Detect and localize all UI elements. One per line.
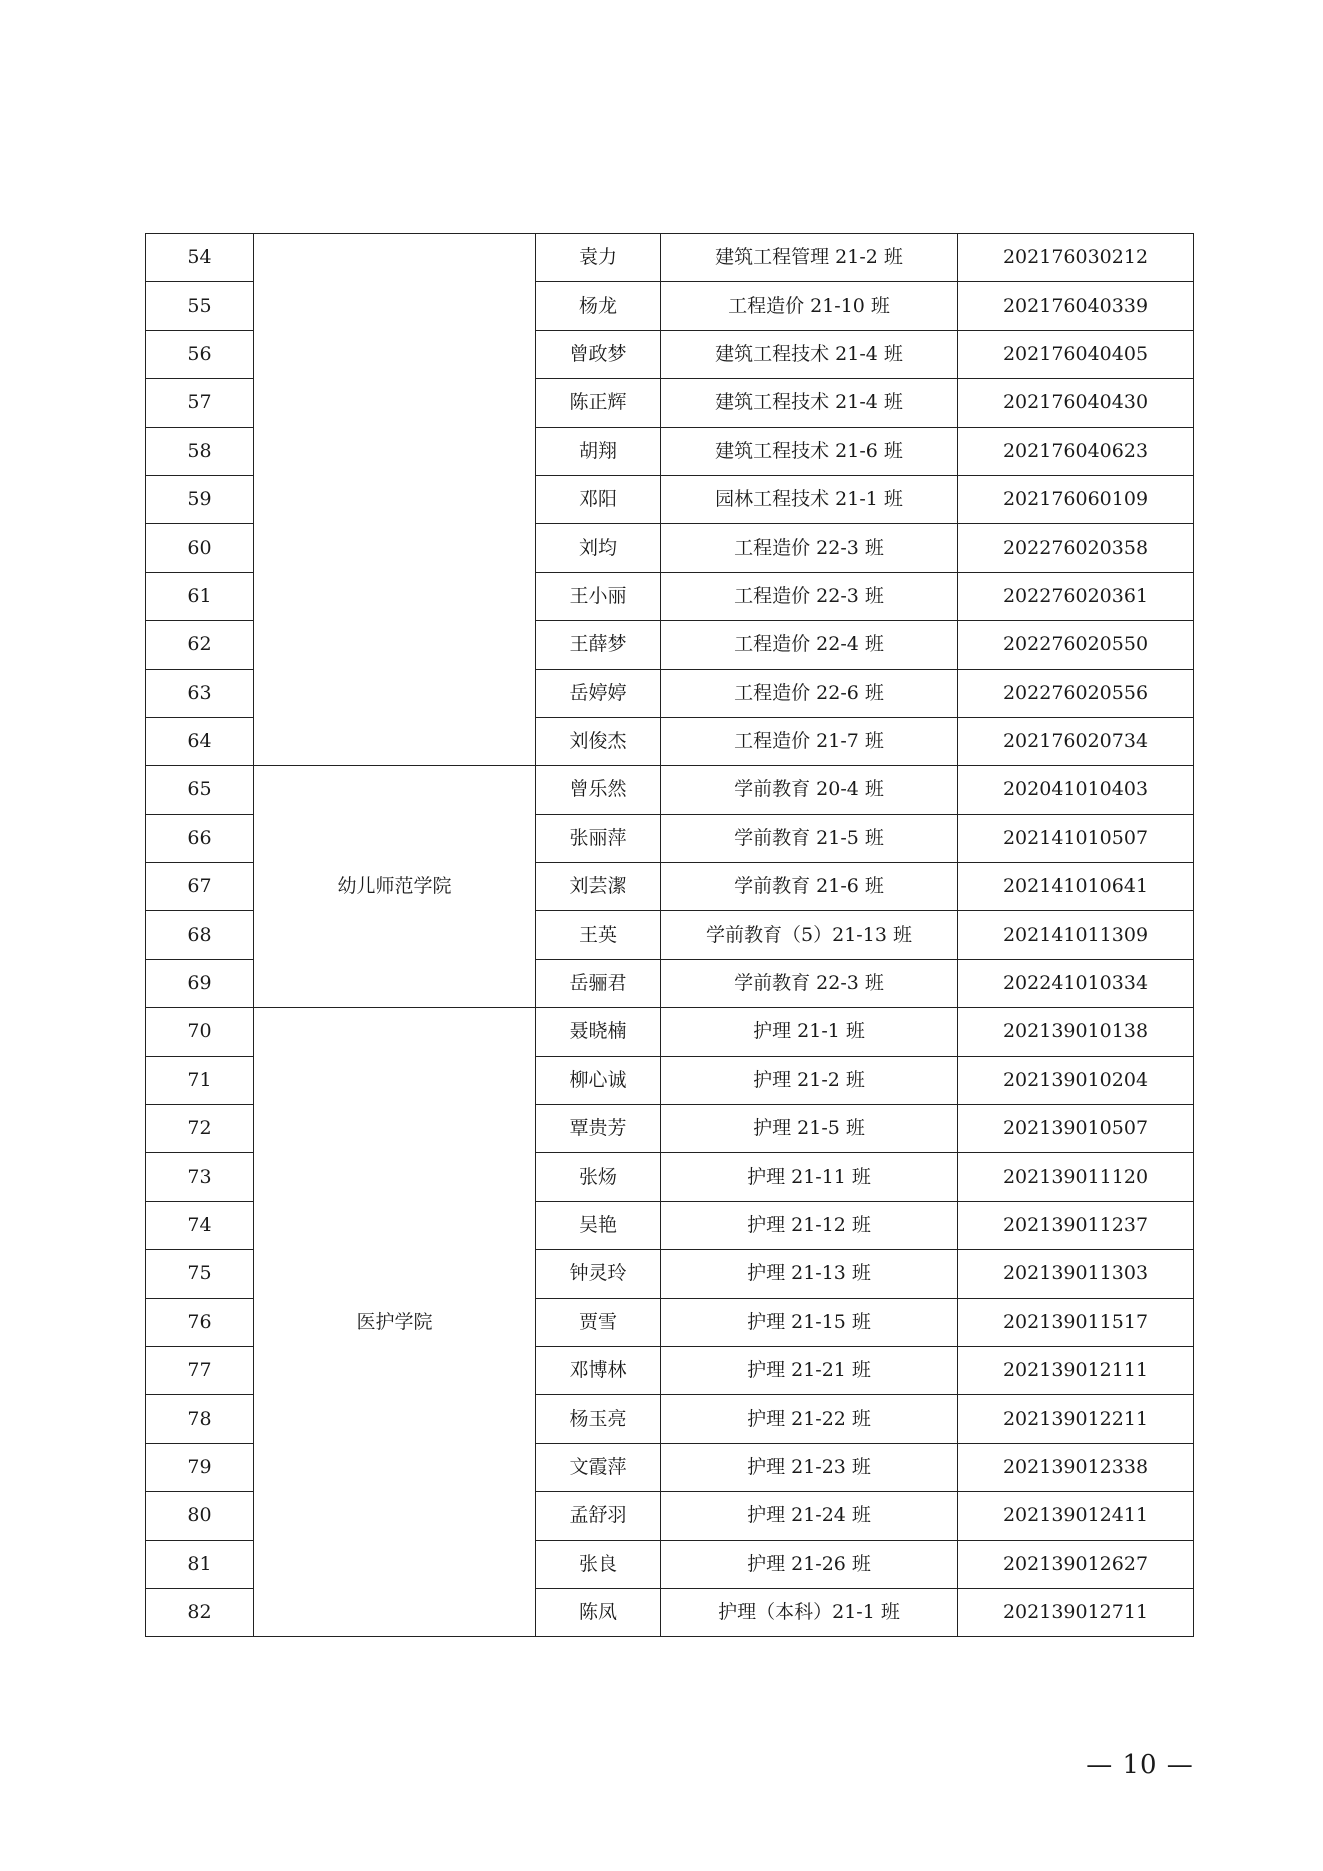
student-name-cell: 胡翔 bbox=[536, 427, 661, 475]
college-cell: 医护学院 bbox=[254, 1008, 536, 1637]
class-cell: 学前教育（5）21-13 班 bbox=[661, 911, 958, 959]
class-cell: 护理（本科）21-1 班 bbox=[661, 1588, 958, 1636]
student-id-cell: 202241010334 bbox=[958, 959, 1194, 1007]
table-row bbox=[146, 1008, 1194, 1056]
student-id-cell: 202139012411 bbox=[958, 1492, 1194, 1540]
student-id-cell: 202139010204 bbox=[958, 1056, 1194, 1104]
row-number-cell: 74 bbox=[146, 1201, 254, 1249]
student-id-cell: 202176040339 bbox=[958, 282, 1194, 330]
row-number-cell: 60 bbox=[146, 524, 254, 572]
student-name-cell: 岳骊君 bbox=[536, 959, 661, 1007]
student-name-cell: 陈正辉 bbox=[536, 379, 661, 427]
student-name-cell: 杨玉亮 bbox=[536, 1395, 661, 1443]
student-name-cell: 邓阳 bbox=[536, 475, 661, 523]
student-id-cell: 202141011309 bbox=[958, 911, 1194, 959]
row-number-cell: 65 bbox=[146, 766, 254, 814]
class-cell: 园林工程技术 21-1 班 bbox=[661, 475, 958, 523]
student-id-cell: 202176040405 bbox=[958, 330, 1194, 378]
row-number-cell: 59 bbox=[146, 475, 254, 523]
student-id-cell: 202176030212 bbox=[958, 234, 1194, 282]
row-number-cell: 72 bbox=[146, 1105, 254, 1153]
student-id-cell: 202141010507 bbox=[958, 814, 1194, 862]
student-name-cell: 文霞萍 bbox=[536, 1443, 661, 1491]
class-cell: 护理 21-2 班 bbox=[661, 1056, 958, 1104]
student-name-cell: 刘均 bbox=[536, 524, 661, 572]
row-number-cell: 79 bbox=[146, 1443, 254, 1491]
class-cell: 护理 21-22 班 bbox=[661, 1395, 958, 1443]
class-cell: 工程造价 22-4 班 bbox=[661, 621, 958, 669]
class-cell: 建筑工程管理 21-2 班 bbox=[661, 234, 958, 282]
student-id-cell: 202139010138 bbox=[958, 1008, 1194, 1056]
student-id-cell: 202139011237 bbox=[958, 1201, 1194, 1249]
class-cell: 护理 21-24 班 bbox=[661, 1492, 958, 1540]
college-cell bbox=[254, 234, 536, 766]
student-id-cell: 202176040430 bbox=[958, 379, 1194, 427]
student-name-cell: 吴艳 bbox=[536, 1201, 661, 1249]
row-number-cell: 62 bbox=[146, 621, 254, 669]
student-name-cell: 刘芸潔 bbox=[536, 863, 661, 911]
class-cell: 工程造价 22-6 班 bbox=[661, 669, 958, 717]
class-cell: 学前教育 22-3 班 bbox=[661, 959, 958, 1007]
student-name-cell: 王英 bbox=[536, 911, 661, 959]
row-number-cell: 76 bbox=[146, 1298, 254, 1346]
row-number-cell: 77 bbox=[146, 1346, 254, 1394]
row-number-cell: 70 bbox=[146, 1008, 254, 1056]
student-id-cell: 202139011303 bbox=[958, 1250, 1194, 1298]
student-name-cell: 岳婷婷 bbox=[536, 669, 661, 717]
student-id-cell: 202276020550 bbox=[958, 621, 1194, 669]
college-cell: 幼儿师范学院 bbox=[254, 766, 536, 1008]
row-number-cell: 61 bbox=[146, 572, 254, 620]
student-name-cell: 张良 bbox=[536, 1540, 661, 1588]
student-name-cell: 杨龙 bbox=[536, 282, 661, 330]
row-number-cell: 63 bbox=[146, 669, 254, 717]
class-cell: 建筑工程技术 21-6 班 bbox=[661, 427, 958, 475]
row-number-cell: 66 bbox=[146, 814, 254, 862]
student-id-cell: 202139011120 bbox=[958, 1153, 1194, 1201]
student-id-cell: 202139011517 bbox=[958, 1298, 1194, 1346]
row-number-cell: 54 bbox=[146, 234, 254, 282]
row-number-cell: 55 bbox=[146, 282, 254, 330]
student-name-cell: 王小丽 bbox=[536, 572, 661, 620]
row-number-cell: 82 bbox=[146, 1588, 254, 1636]
table-body bbox=[146, 234, 1194, 1637]
student-list-table bbox=[145, 233, 1194, 1637]
class-cell: 工程造价 21-7 班 bbox=[661, 717, 958, 765]
class-cell: 学前教育 20-4 班 bbox=[661, 766, 958, 814]
class-cell: 护理 21-21 班 bbox=[661, 1346, 958, 1394]
class-cell: 工程造价 22-3 班 bbox=[661, 524, 958, 572]
row-number-cell: 73 bbox=[146, 1153, 254, 1201]
student-name-cell: 聂晓楠 bbox=[536, 1008, 661, 1056]
row-number-cell: 69 bbox=[146, 959, 254, 1007]
row-number-cell: 58 bbox=[146, 427, 254, 475]
student-id-cell: 202141010641 bbox=[958, 863, 1194, 911]
student-id-cell: 202139012711 bbox=[958, 1588, 1194, 1636]
row-number-cell: 68 bbox=[146, 911, 254, 959]
student-name-cell: 陈凤 bbox=[536, 1588, 661, 1636]
student-name-cell: 刘俊杰 bbox=[536, 717, 661, 765]
student-id-cell: 202276020556 bbox=[958, 669, 1194, 717]
row-number-cell: 80 bbox=[146, 1492, 254, 1540]
row-number-cell: 75 bbox=[146, 1250, 254, 1298]
row-number-cell: 81 bbox=[146, 1540, 254, 1588]
row-number-cell: 56 bbox=[146, 330, 254, 378]
class-cell: 护理 21-13 班 bbox=[661, 1250, 958, 1298]
student-name-cell: 王薛梦 bbox=[536, 621, 661, 669]
student-name-cell: 柳心诚 bbox=[536, 1056, 661, 1104]
student-name-cell: 覃贵芳 bbox=[536, 1105, 661, 1153]
student-id-cell: 202139012211 bbox=[958, 1395, 1194, 1443]
student-name-cell: 贾雪 bbox=[536, 1298, 661, 1346]
student-id-cell: 202176020734 bbox=[958, 717, 1194, 765]
student-id-cell: 202139010507 bbox=[958, 1105, 1194, 1153]
student-id-cell: 202176060109 bbox=[958, 475, 1194, 523]
student-id-cell: 202276020361 bbox=[958, 572, 1194, 620]
row-number-cell: 57 bbox=[146, 379, 254, 427]
table-row bbox=[146, 234, 1194, 282]
student-id-cell: 202139012627 bbox=[958, 1540, 1194, 1588]
student-id-cell: 202041010403 bbox=[958, 766, 1194, 814]
row-number-cell: 67 bbox=[146, 863, 254, 911]
class-cell: 学前教育 21-6 班 bbox=[661, 863, 958, 911]
class-cell: 护理 21-15 班 bbox=[661, 1298, 958, 1346]
row-number-cell: 78 bbox=[146, 1395, 254, 1443]
class-cell: 建筑工程技术 21-4 班 bbox=[661, 330, 958, 378]
class-cell: 护理 21-12 班 bbox=[661, 1201, 958, 1249]
student-name-cell: 袁力 bbox=[536, 234, 661, 282]
class-cell: 护理 21-11 班 bbox=[661, 1153, 958, 1201]
row-number-cell: 71 bbox=[146, 1056, 254, 1104]
class-cell: 学前教育 21-5 班 bbox=[661, 814, 958, 862]
student-name-cell: 曾乐然 bbox=[536, 766, 661, 814]
class-cell: 护理 21-5 班 bbox=[661, 1105, 958, 1153]
student-id-cell: 202276020358 bbox=[958, 524, 1194, 572]
student-id-cell: 202176040623 bbox=[958, 427, 1194, 475]
student-name-cell: 张丽萍 bbox=[536, 814, 661, 862]
student-name-cell: 张炀 bbox=[536, 1153, 661, 1201]
class-cell: 建筑工程技术 21-4 班 bbox=[661, 379, 958, 427]
table-row bbox=[146, 766, 1194, 814]
page-number: — 10 — bbox=[1086, 1750, 1194, 1780]
student-name-cell: 孟舒羽 bbox=[536, 1492, 661, 1540]
class-cell: 护理 21-1 班 bbox=[661, 1008, 958, 1056]
class-cell: 工程造价 22-3 班 bbox=[661, 572, 958, 620]
student-name-cell: 曾政梦 bbox=[536, 330, 661, 378]
student-name-cell: 钟灵玲 bbox=[536, 1250, 661, 1298]
class-cell: 护理 21-26 班 bbox=[661, 1540, 958, 1588]
row-number-cell: 64 bbox=[146, 717, 254, 765]
student-id-cell: 202139012338 bbox=[958, 1443, 1194, 1491]
class-cell: 工程造价 21-10 班 bbox=[661, 282, 958, 330]
student-id-cell: 202139012111 bbox=[958, 1346, 1194, 1394]
student-name-cell: 邓博林 bbox=[536, 1346, 661, 1394]
class-cell: 护理 21-23 班 bbox=[661, 1443, 958, 1491]
